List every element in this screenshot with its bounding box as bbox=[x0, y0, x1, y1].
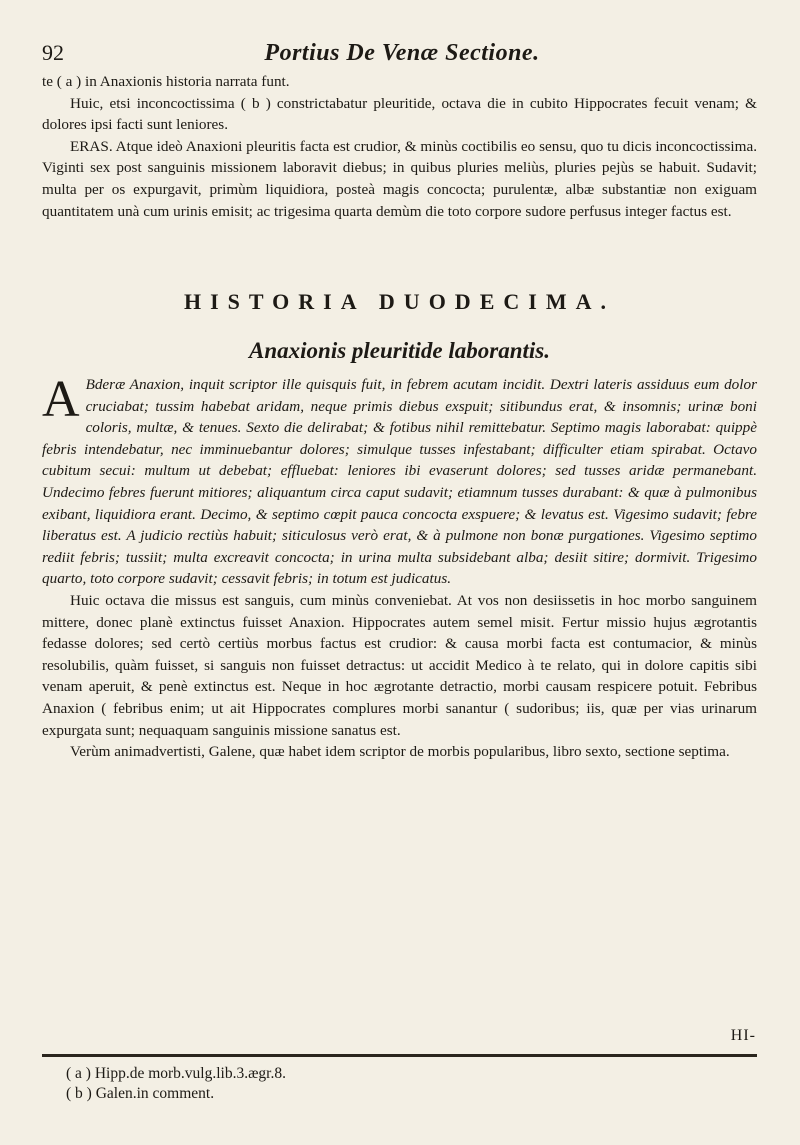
intro-paragraph-3: ERAS. Atque ideò Anaxioni pleuritis facta est crudior, & minùs coctibilis eo sensu, quo tu dicis inconcoctissima. Viginti sex post sanguinis missionem laboravit diebus; in quibus pluries meliùs, pluries pejùs se habuit. Sudavit; multa per os expurgavit, primùm liquidiora, posteà magis concocta; purulentæ, albæ substantiæ non exiguam quantitatem unà cum urinis emisit; ac trigesima quarta demùm die toto corpore sudore perfusus integer factus est. bbox=[42, 137, 757, 220]
commentary-paragraph-1: Huic octava die missus est sanguis, cum minùs conveniebat. At vos non desiissetis in hoc morbo sanguinem mittere, donec planè extinctus fuisset Anaxion. Hippocrates autem semel misit. Fertur missio hujus ægrotantis fedasse dolores; sed certò certiùs morbus factus est crudior: & causa morbi facta est contumacior, & minùs resolubilis, quàm fuisset, si sanguis non fuisset detractus: ut accidit Medico à te relato, qui in dolore capitis sibi venam aperuit, & penè extinctus est. Neque in hoc ægrotante detractio, morbi causam respicere potuit. Febribus Anaxion ( febribus enim; ut ait Hippocrates complures morbi sanantur ( sudoribus; iis, quæ per vias urinarum expurgata sunt; nequaquam sanguinis missione sanatus est. bbox=[42, 591, 757, 739]
section-subtitle: Anaxionis pleuritide laborantis. bbox=[249, 338, 550, 363]
commentary-paragraph-2: Verùm animadvertisti, Galene, quæ habet idem scriptor de morbis popularibus, libro sexto, sectione septima. bbox=[70, 743, 730, 761]
page-number: 92 bbox=[42, 40, 64, 65]
running-title: Portius De Venæ Sectione. bbox=[264, 40, 540, 66]
intro-paragraph-2: Huic, etsi inconcoctissima ( b ) constrictabatur pleuritide, octava die in cubito Hippocrates fecuit venam; & dolores ipsi facti sunt leniores. bbox=[42, 94, 757, 134]
footnote-rule bbox=[42, 1054, 757, 1057]
footnotes bbox=[66, 1064, 666, 1104]
drop-cap: A bbox=[42, 371, 80, 428]
intro-paragraph-1: te ( a ) in Anaxionis historia narrata funt. bbox=[42, 73, 290, 90]
case-quote bbox=[42, 371, 757, 590]
page-header bbox=[42, 40, 762, 72]
intro-text bbox=[42, 71, 757, 222]
footnote-b: ( b ) Galen.in comment. bbox=[66, 1085, 215, 1102]
historia-title: HISTORIA DUODECIMA. bbox=[184, 289, 615, 314]
case-quote-text: Bderæ Anaxion, inquit scriptor ille quisquis fuit, in febrem acutam incidit. Dextri lateris assiduus eum dolor cruciabat; tussim habebat aridam, neque primis diebus exspuit; sitibundus erat, & insomnis; urinæ boni coloris, multæ, & tenues. Sexto die delirabat; & fotibus nihil remittebatur. Septimo magis laborabat: quippè febris intendebatur, nec imminuebantur dolores; simulque tusses infestabant; difficulter etiam spirabat. Octavo cubitum secui: multum ut debebat; effluebat: leniores ibi evaserunt dolores; sed tusses aridæ permanebant. Undecimo febres fuerunt mitiores; aliquantum circa caput sudavit; etiamnum tusses durabant: & quæ à pulmonibus exibant, liquidiora erant. Decimo, & septimo cœpit pauca concocta exspuere; & levatus est. Vigesimo sudavit; febre liberatus est. A judicio rectiùs habuit; siticulosus verò erat, & à pulmone non bonæ purgationes. Vigesimo septimo rediit febris; tussiit; multa excreavit concocta; in urina multa subsidebant alba; desiit sitire; dormivit. Trigesimo quarto, toto corpore sudavit; cessavit febris; in totum est judicatus. bbox=[42, 376, 757, 588]
catchword: HI- bbox=[730, 1027, 756, 1044]
footnote-a: ( a ) Hipp.de morb.vulg.lib.3.ægr.8. bbox=[66, 1065, 286, 1082]
main-text bbox=[42, 371, 757, 763]
